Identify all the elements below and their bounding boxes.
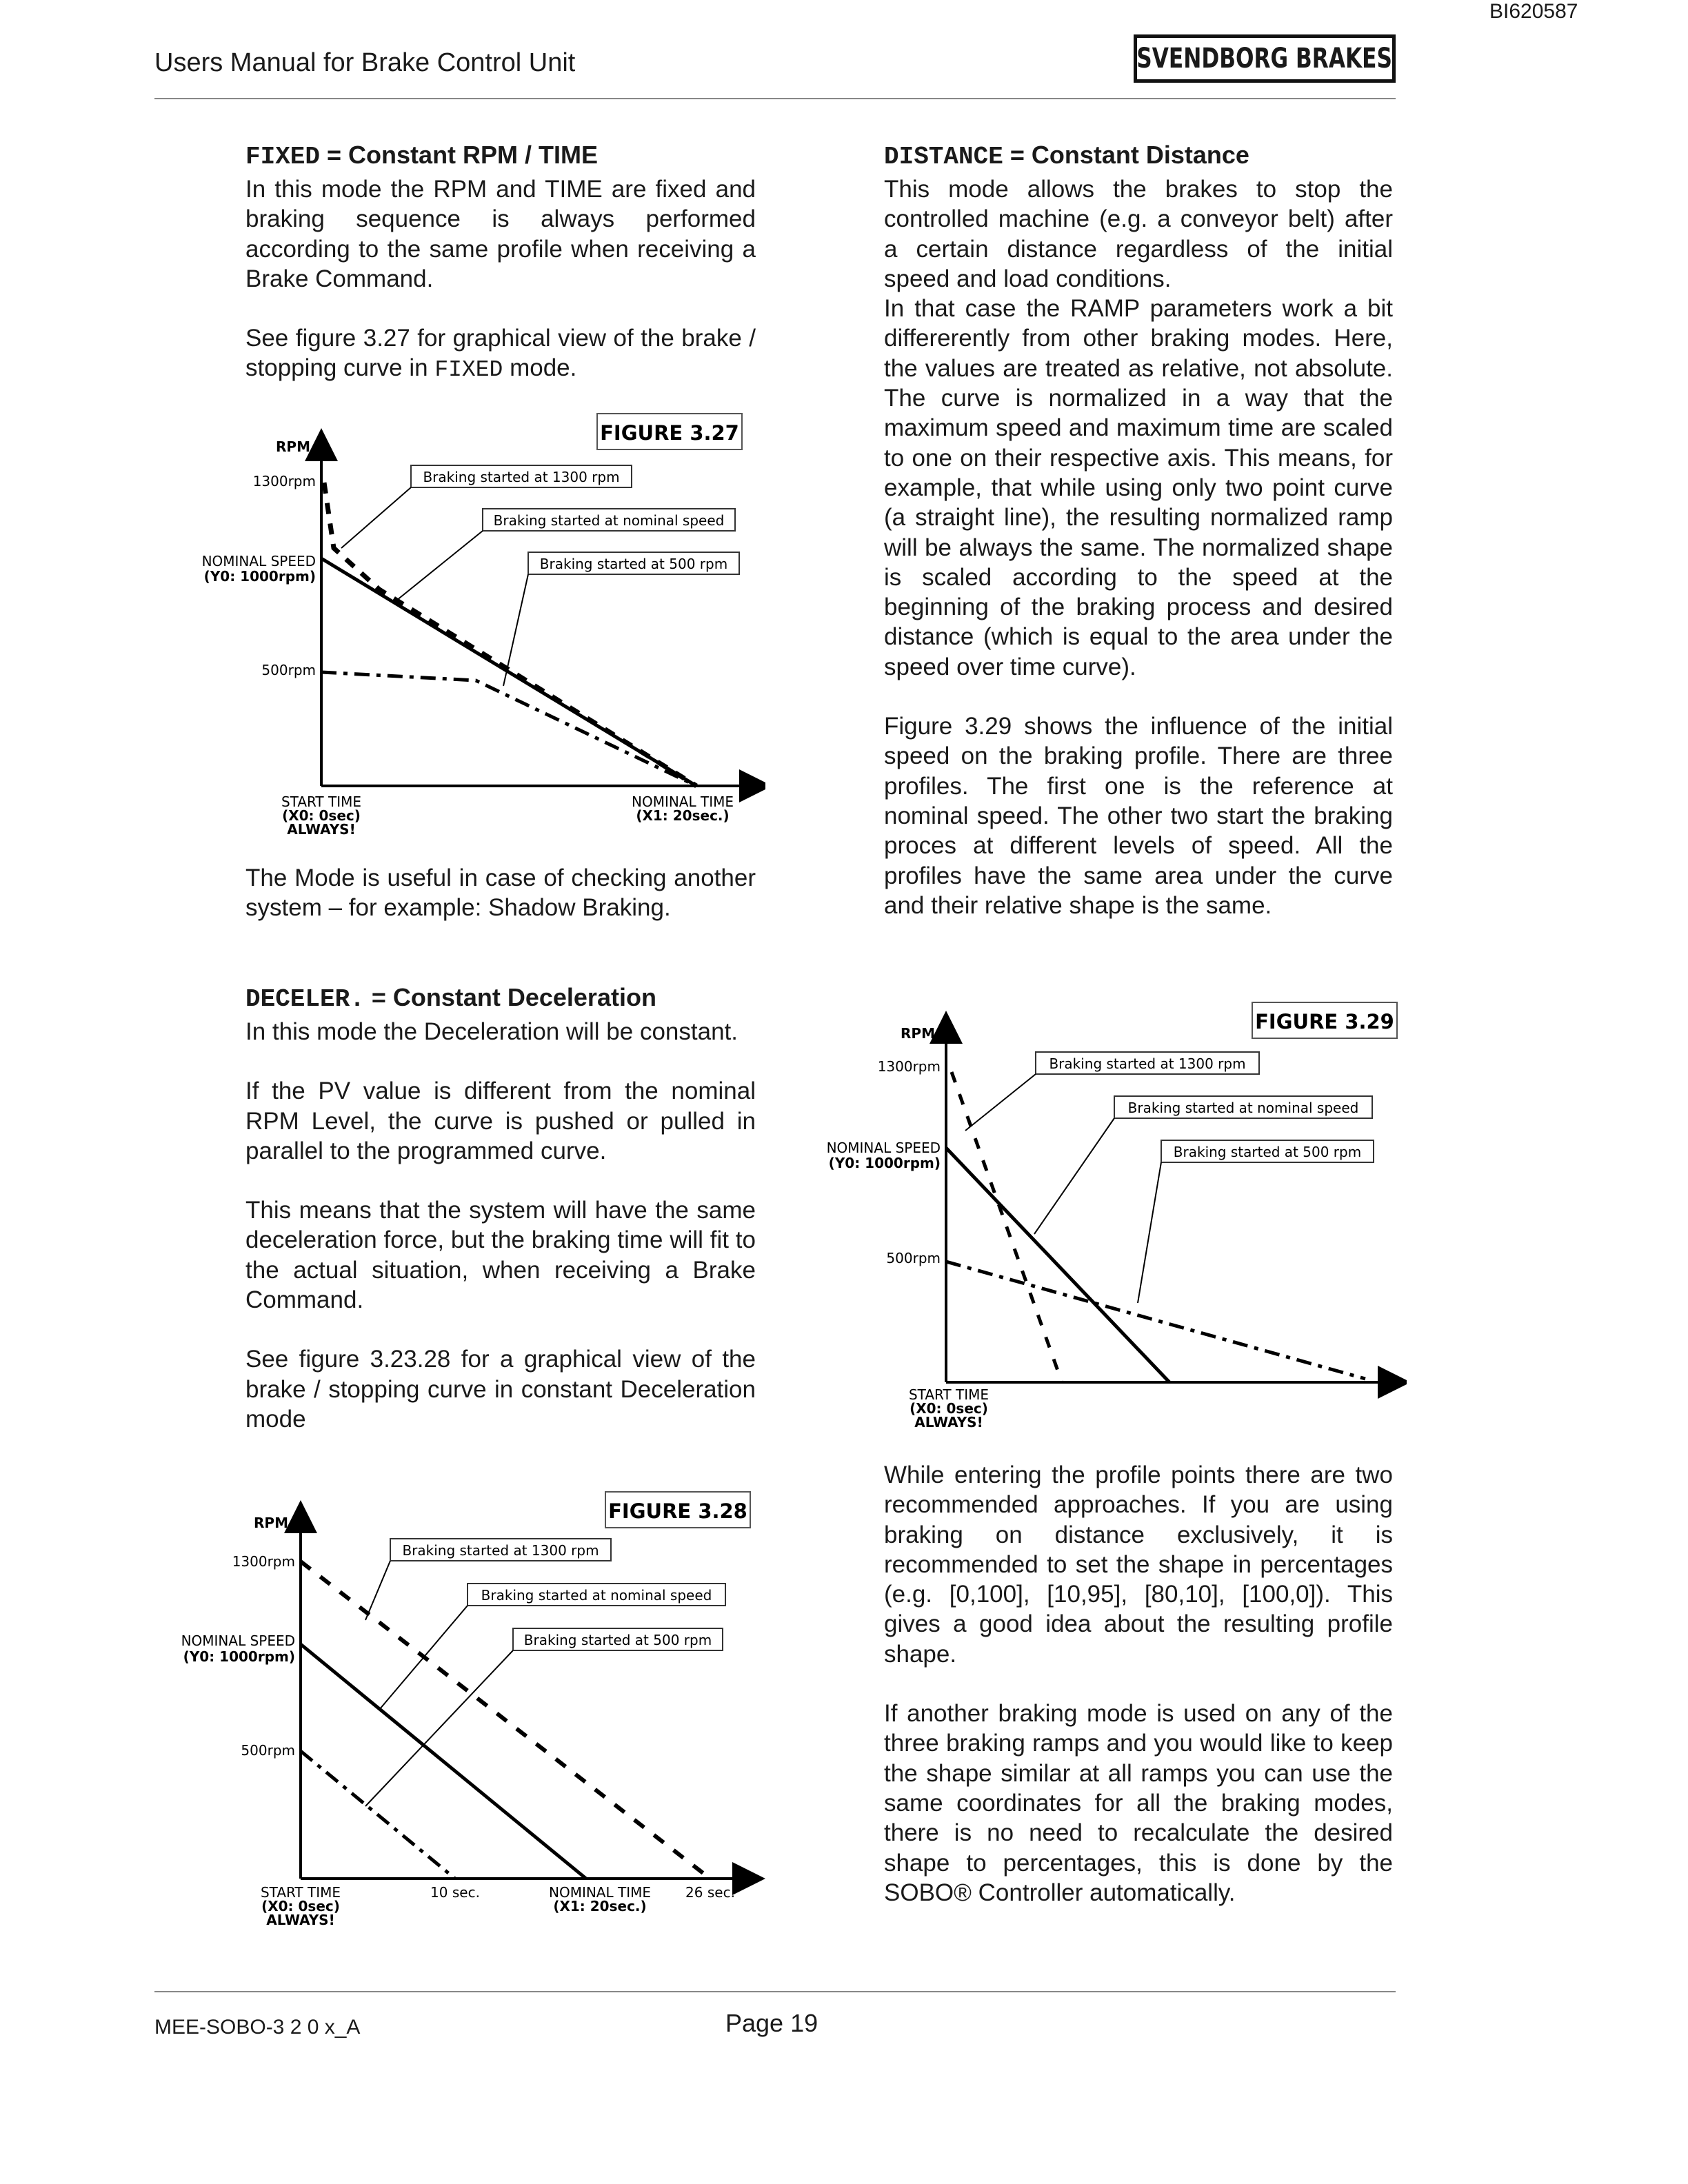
paragraph: Figure 3.29 shows the influence of the initial speed on the braking profile. There are three profiles. The first one is the reference at nominal speed. The other two start the braking proces at different levels of speed. All the profiles have the same area under the curve and their relative shape is the same. (884, 713, 1393, 919)
paragraph: In this mode the RPM and TIME are fixed and braking sequence is always performed according to the same profile when receiving a Brake Command. (245, 176, 756, 292)
svg-text:Braking started at 500 rpm: Braking started at 500 rpm (1173, 1144, 1362, 1160)
figure-3-29 (814, 1000, 1407, 1441)
svg-text:FIGURE 3.28: FIGURE 3.28 (608, 1499, 747, 1523)
svg-text:Braking started at nominal spe: Braking started at nominal speed (493, 512, 725, 529)
svg-text:(X0: 0sec): (X0: 0sec) (261, 1898, 340, 1914)
header-rule (154, 98, 1396, 99)
svg-text:NOMINAL SPEED: NOMINAL SPEED (201, 553, 316, 569)
svg-text:(X0: 0sec): (X0: 0sec) (910, 1400, 988, 1417)
figure-3-27 (186, 410, 765, 851)
svg-text:(Y0: 1000rpm): (Y0: 1000rpm) (183, 1648, 295, 1665)
paragraph: See figure 3.27 for graphical view of the brake / stopping curve in FIXED mode. (245, 325, 756, 383)
section-title-deceler: DECELER. = Constant Deceleration (245, 983, 656, 1013)
svg-text:(X0: 0sec): (X0: 0sec) (282, 807, 361, 824)
paragraph: This mode allows the brakes to stop the controlled machine (e.g. a conveyor belt) after a certain distance regardless of the initial speed and load conditions. (884, 176, 1393, 292)
svg-text:START TIME: START TIME (260, 1884, 341, 1901)
svg-text:RPM: RPM (901, 1025, 935, 1042)
svg-text:Braking started at nominal spe: Braking started at nominal speed (1127, 1100, 1359, 1116)
svg-text:Braking started at 1300 rpm: Braking started at 1300 rpm (423, 469, 620, 485)
footer-rule (154, 1991, 1396, 1992)
svg-text:500rpm: 500rpm (886, 1250, 941, 1266)
section-distance (884, 138, 1393, 920)
svg-text:NOMINAL TIME: NOMINAL TIME (631, 793, 734, 810)
svg-text:Braking started at 1300 rpm: Braking started at 1300 rpm (1049, 1055, 1246, 1072)
svg-text:(Y0: 1000rpm): (Y0: 1000rpm) (828, 1155, 941, 1171)
svg-text:10 sec.: 10 sec. (430, 1884, 480, 1901)
svg-text:1300rpm: 1300rpm (252, 473, 316, 489)
document-id: BI620587 (1489, 0, 1578, 23)
svg-text:26 sec.: 26 sec. (685, 1884, 735, 1901)
section-profile-points (884, 1460, 1393, 1908)
svg-text:START TIME: START TIME (281, 793, 362, 810)
section-title-distance: DISTANCE = Constant Distance (884, 141, 1249, 171)
svg-text:RPM: RPM (276, 438, 310, 455)
section-deceler (245, 980, 756, 1434)
svg-text:ALWAYS!: ALWAYS! (266, 1912, 335, 1928)
svg-text:(X1: 20sec.): (X1: 20sec.) (553, 1898, 647, 1914)
svg-text:ALWAYS!: ALWAYS! (914, 1414, 983, 1430)
svg-text:500rpm: 500rpm (241, 1742, 295, 1759)
logo-text: SVENDBORG BRAKES (1136, 43, 1393, 74)
svg-text:Braking started at nominal spe: Braking started at nominal speed (481, 1587, 712, 1604)
brand-logo (1134, 34, 1396, 83)
paragraph: If another braking mode is used on any of the three braking ramps and you would like to keep the shape similar at all ramps you can use the same coordinates for all the braking modes, there is no need to recalculate the desired shape to percentages, this is done by the SOBO® Controller automatically. (884, 1700, 1393, 1906)
svg-text:500rpm: 500rpm (261, 662, 316, 678)
svg-text:NOMINAL TIME: NOMINAL TIME (548, 1884, 652, 1901)
svg-text:1300rpm: 1300rpm (877, 1058, 941, 1075)
paragraph: In this mode the Deceleration will be constant. (245, 1018, 738, 1045)
svg-text:RPM: RPM (254, 1515, 288, 1531)
section-fixed (245, 138, 756, 385)
paragraph: In that case the RAMP parameters work a bit differerently from other braking modes. Here, the values are treated as relative, not absolute. The curve is normalized in a way that the maximum speed and maximum time are scaled to one on their respective axis. This means, for example, that while using only two point curve (a straight line), the resulting normalized ramp will be always the same. The normalized shape is scaled according to the speed at the beginning of the braking process and desired distance (which is equal to the area under the speed over time curve). (884, 295, 1393, 680)
header-title: Users Manual for Brake Control Unit (154, 48, 576, 77)
paragraph-shadow: The Mode is useful in case of checking another system – for example: Shadow Braking. (245, 865, 756, 922)
svg-text:(Y0: 1000rpm): (Y0: 1000rpm) (203, 568, 316, 585)
svg-text:Braking started at 500 rpm: Braking started at 500 rpm (539, 556, 728, 572)
paragraph: While entering the profile points there are two recommended approaches. If you are using braking on distance exclusively, it is recommended to set the shape in percentages (e.g. [0,100], [10,95], [80,10], [100,0]). This gives a good idea about the resulting profile shape. (884, 1462, 1393, 1668)
footer-doc-code: MEE-SOBO-3 2 0 x_A (154, 2016, 361, 2039)
svg-text:1300rpm: 1300rpm (232, 1553, 295, 1570)
svg-text:NOMINAL SPEED: NOMINAL SPEED (181, 1632, 295, 1649)
svg-text:(X1: 20sec.): (X1: 20sec.) (636, 807, 730, 824)
svg-text:FIGURE 3.29: FIGURE 3.29 (1255, 1010, 1394, 1033)
svg-text:Braking started at 500 rpm: Braking started at 500 rpm (523, 1632, 712, 1648)
svg-text:Braking started at 1300 rpm: Braking started at 1300 rpm (402, 1542, 599, 1559)
paragraph: This means that the system will have the same deceleration force, but the braking time will fit to the actual situation, when receiving a Brake Command. (245, 1197, 756, 1314)
paragraph: See figure 3.23.28 for a graphical view of the brake / stopping curve in constant Deceleration mode (245, 1346, 756, 1433)
svg-text:NOMINAL SPEED: NOMINAL SPEED (826, 1140, 941, 1156)
section-title-fixed: FIXED = Constant RPM / TIME (245, 141, 599, 171)
svg-text:START TIME: START TIME (908, 1386, 989, 1403)
figure-label: FIGURE 3.27 (600, 421, 739, 445)
svg-text:ALWAYS!: ALWAYS! (287, 821, 356, 838)
paragraph: If the PV value is different from the nominal RPM Level, the curve is pushed or pulled in parallel to the programmed curve. (245, 1078, 756, 1164)
figure-3-28 (159, 1489, 765, 1937)
page-number: Page 19 (725, 2009, 818, 2037)
